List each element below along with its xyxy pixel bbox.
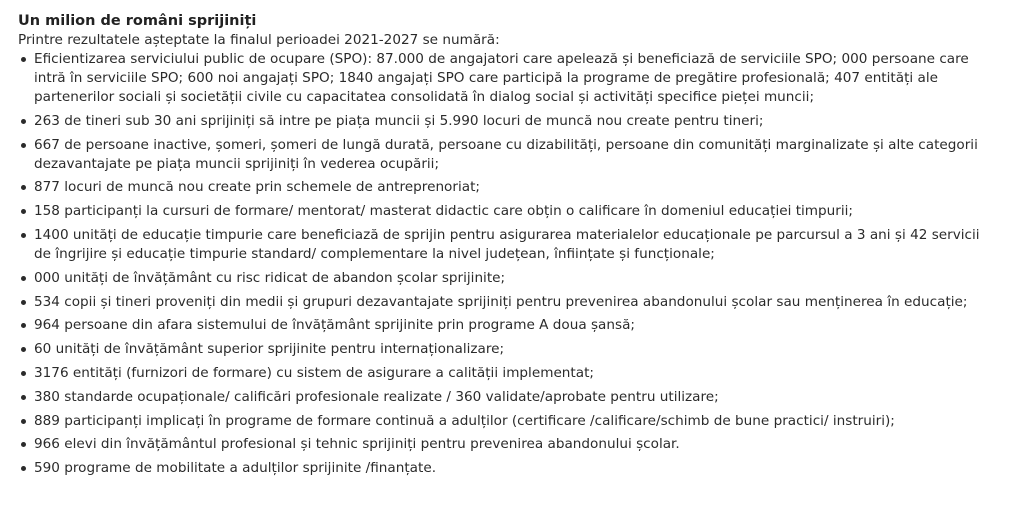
list-item: 60 unități de învățământ superior sprijinite pentru internaționalizare; [18,340,1000,359]
list-item: 380 standarde ocupaționale/ calificări profesionale realizate / 360 validate/aprobate pentru utilizare; [18,388,1000,407]
list-item: 534 copii și tineri proveniți din medii și grupuri dezavantajate sprijiniți pentru prevenirea abandonului școlar sau menținerea în educație; [18,293,1000,312]
list-item: 590 programe de mobilitate a adulților sprijinite /finanțate. [18,459,1000,478]
list-item: 158 participanți la cursuri de formare/ mentorat/ masterat didactic care obțin o calificare în domeniul educației timpurii; [18,202,1000,221]
list-item: Eficientizarea serviciului public de ocupare (SPO): 87.000 de angajatori care apelează și beneficiază de serviciile SPO; 000 persoane care intră în serviciile SPO; 600 noi angajați SPO; 1840 angajați SPO care participă la programe de pregătire profesională; 407 entități ale partenerilor sociali și societății civile cu capacitatea consolidată în dialog social și activități specifice pieței muncii; [18,50,1000,107]
list-item: 000 unități de învățământ cu risc ridicat de abandon școlar sprijinite; [18,269,1000,288]
list-item: 1400 unități de educație timpurie care beneficiază de sprijin pentru asigurarea materialelor educaționale pe parcursul a 3 ani și 42 servicii de îngrijire și educație timpurie standard/ complementare la nivel județean, înființate și funcționale; [18,226,1000,264]
results-list [18,50,1000,478]
list-item: 667 de persoane inactive, șomeri, șomeri de lungă durată, persoane cu dizabilități, persoane din comunități marginalizate și alte categorii dezavantajate pe piața muncii sprijiniți în vederea ocupării; [18,136,1000,174]
list-item: 877 locuri de muncă nou create prin schemele de antreprenoriat; [18,178,1000,197]
list-item: 263 de tineri sub 30 ani sprijiniți să intre pe piața muncii și 5.990 locuri de muncă nou create pentru tineri; [18,112,1000,131]
section-intro: Printre rezultatele așteptate la finalul perioadei 2021-2027 se numără: [18,32,500,48]
list-item: 3176 entități (furnizori de formare) cu sistem de asigurare a calității implementat; [18,364,1000,383]
list-item: 889 participanți implicați în programe de formare continuă a adulților (certificare /calificare/schimb de bune practici/ instruiri); [18,412,1000,431]
list-item: 966 elevi din învățământul profesional și tehnic sprijiniți pentru prevenirea abandonului școlar. [18,435,1000,454]
section-title: Un milion de români sprijiniți [18,13,257,29]
list-item: 964 persoane din afara sistemului de învățământ sprijinite prin programe A doua șansă; [18,316,1000,335]
